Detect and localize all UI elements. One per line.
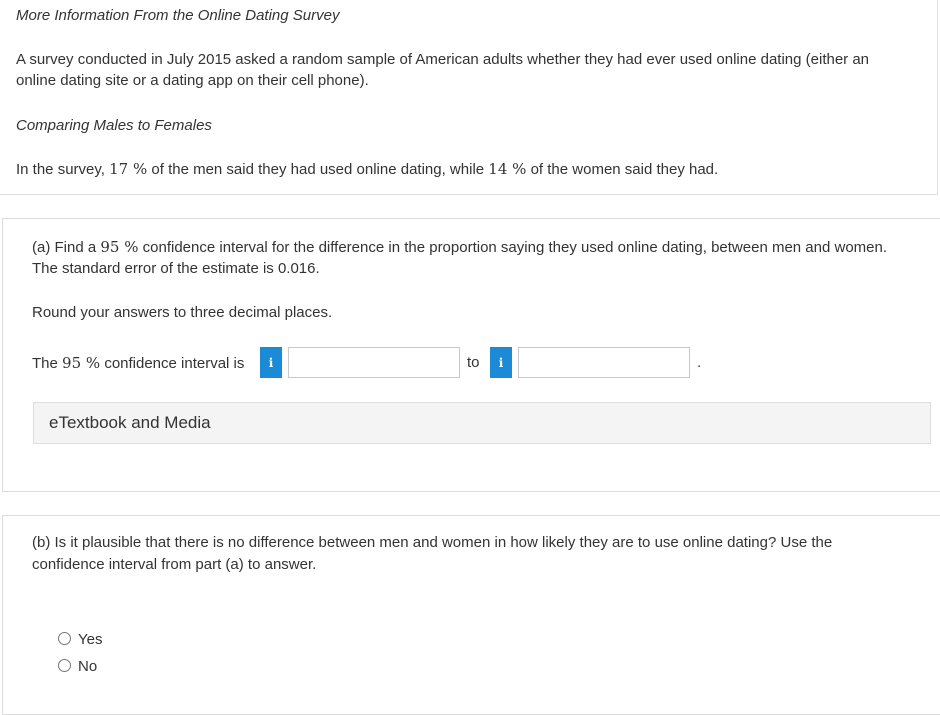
- part-b-question-line2: confidence interval from part (a) to answer.: [32, 556, 317, 573]
- part-b-question-line1: (b) Is it plausible that there is no difference between men and women in how likely they are to use online dating? Use the: [32, 534, 833, 551]
- men-percentage: 17 %: [109, 160, 148, 178]
- intro-section: [0, 0, 938, 195]
- lower-bound-info-icon[interactable]: i: [260, 347, 282, 378]
- answer-prompt: [32, 354, 244, 372]
- part-a-confidence-level: 95 %: [100, 238, 139, 256]
- stat-prefix: In the survey,: [16, 161, 105, 178]
- upper-bound-info-icon[interactable]: i: [490, 347, 512, 378]
- yes-radio[interactable]: [58, 632, 71, 645]
- women-percentage: 14 %: [488, 160, 527, 178]
- lower-bound-input[interactable]: [288, 347, 460, 378]
- no-option-label[interactable]: No: [78, 658, 98, 675]
- survey-statistics: [16, 160, 718, 178]
- answer-confidence-level: 95 %: [62, 354, 101, 372]
- part-a-question-line1: [32, 238, 887, 256]
- question-card-a: [2, 218, 940, 492]
- sentence-period: .: [697, 354, 702, 371]
- stat-mid: of the men said they had used online dating, while: [151, 161, 485, 178]
- part-a-question-line2: The standard error of the estimate is 0.016.: [32, 260, 320, 277]
- intro-paragraph-line2: online dating site or a dating app on their cell phone).: [16, 72, 369, 89]
- answer-mid-text: confidence interval is: [104, 355, 245, 372]
- yes-option-label[interactable]: Yes: [78, 631, 103, 648]
- stat-suffix: of the women said they had.: [530, 161, 719, 178]
- no-radio[interactable]: [58, 659, 71, 672]
- part-a-question-text: confidence interval for the difference in the proportion saying they used online dating, between men and women.: [142, 239, 888, 256]
- page-title: More Information From the Online Dating Survey: [16, 7, 340, 24]
- intro-paragraph-line1: A survey conducted in July 2015 asked a random sample of American adults whether they had ever used online dating (either an: [16, 51, 870, 68]
- answer-prefix: The: [32, 355, 58, 372]
- question-card-b: [2, 515, 940, 715]
- upper-bound-input[interactable]: [518, 347, 690, 378]
- rounding-instruction: Round your answers to three decimal places.: [32, 304, 333, 321]
- part-a-prefix: (a) Find a: [32, 239, 97, 256]
- etextbook-media-button[interactable]: eTextbook and Media: [33, 402, 931, 444]
- to-label: to: [467, 354, 480, 371]
- section-subtitle: Comparing Males to Females: [16, 117, 212, 134]
